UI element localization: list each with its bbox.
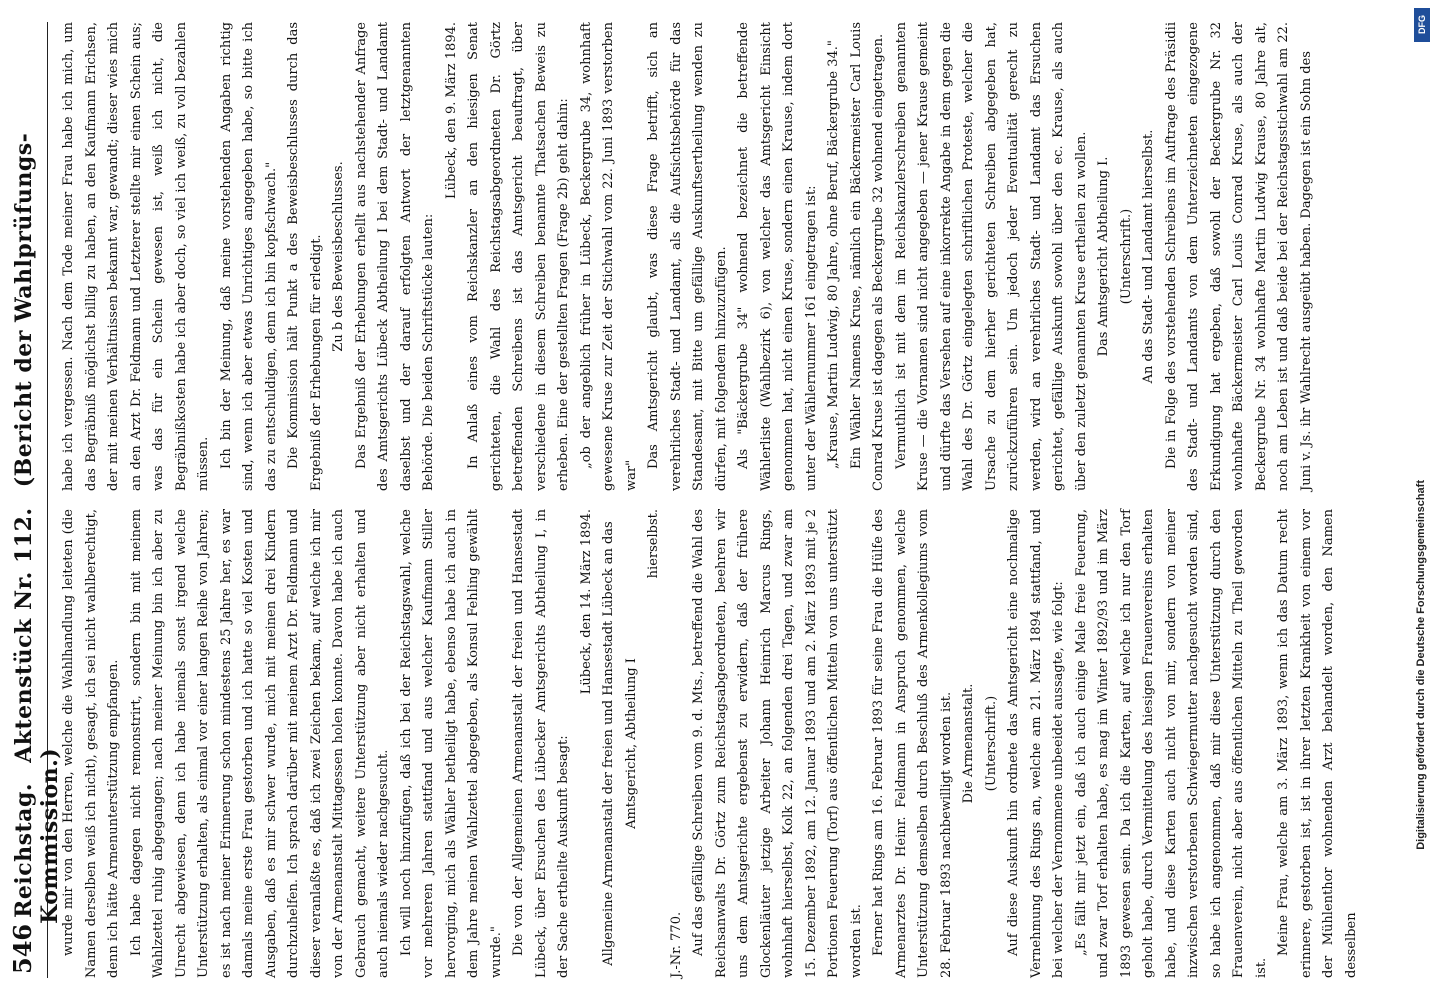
- dfg-credit: Digitalisierung gefördert durch die Deutsche Forschungsgemeinschaft: [1415, 480, 1427, 850]
- quotation: „Krause, Martin Ludwig, 80 Jahre, ohne Beruf, Bäckergrube 34.": [826, 40, 841, 469]
- paragraph: Ich habe dagegen nicht remonstrirt, sondern bin mit meinem Wahlzettel ruhig abgegangen; nach meiner Meinung bin ich aber zu Unrecht abgewiesen, denn ich habe niemals sonst irgend welche Unterstützung erhalten, als einmal vor einer langen Reihe von Jahren; es ist nach meiner Erinnerung schon mindestens 25 Jahre her, es war damals meine erste Frau gestorben und ich hatte so viel Kosten und Ausgaben, daß es mir schwer wurde, mich mit meinen drei Kindern durchzuhelfen. Ich sprach darüber mit meinem Arzt Dr. Feldmann und dieser veranlaßte es, daß ich zwei Zeichen bekam, auf welche ich mir von der Armenanstalt Mittagessen holen konnte. Davon habe ich auch Gebrauch gemacht, weitere Unterstützung aber nicht erhalten und auch niemals wieder nachgesucht.: [128, 509, 391, 978]
- paragraph: Auf diese Auskunft hin ordnete das Amtsgericht eine nochmalige Vernehmung des Rings an, welche am 21. März 1894 stattfand, und bei welcher der Vernommene unbeeidet aussagte, wie folgt:: [1006, 509, 1066, 978]
- quotation: „ob der angeblich früher in Lübeck, Beckergrube 34, wohnhaft gewesene Kruse zur Zeit der Stichwahl vom 22. Juni 1893 verstorben war": [578, 22, 639, 491]
- letter-place: hierselbst.: [646, 509, 661, 579]
- paragraph: Das Ergebniß der Erhebungen erhellt aus nachstehender Anfrage des Amtsgerichts Lübeck Abtheilung I bei dem Stadt- und Landamt daselbst und der darauf erfolgten Antwort der letztgenannten Behörde. Die beiden Schriftstücke lauten:: [353, 22, 436, 491]
- right-column: [58, 22, 1328, 491]
- signature: (Unterschrift.): [983, 695, 999, 792]
- header-title: [11, 26, 63, 924]
- signatory: Die Armenanstalt.: [961, 683, 976, 804]
- paragraph: Das Amtsgericht glaubt, was diese Frage betrifft, sich an verehrliches Stadt- und Landamt, als die Aufsichtsbehörde für das Standesamt, mit Bitte um gefällige Auskunftsertheilung wenden zu dürfen, mit folgendem hinzuzufügen.: [646, 22, 729, 491]
- addressee: An das Stadt- und Landamt hierselbst.: [1141, 129, 1156, 384]
- header-right: (Bericht der Wahlprüfungs-Kommission.): [11, 132, 63, 924]
- paragraph: In Anlaß eines vom Reichskanzler an den hiesigen Senat gerichteten, die Wahl des Reichstagsabgeordneten Dr. Görtz betreffenden Schreibens ist das Amtsgericht beauftragt, über verschiedene in diesem Schreiben benannte Thatsachen Beweis zu erheben. Eine der gestellten Fragen (Frage 2b) geht dahin:: [466, 22, 571, 491]
- paragraph: Als "Bäckergrube 34" wohnend bezeichnet die betreffende Wählerliste (Wahlbezirk 6), von welcher das Amtsgericht Einsicht genommen hat, nicht einen Kruse, sondern einen Krause, indem dort unter der Wählernummer 161 eingetragen ist:: [736, 22, 819, 491]
- page-number: 546: [8, 923, 37, 974]
- section-heading: Zu b des Beweisbeschlusses.: [331, 161, 346, 352]
- paragraph: habe ich vergessen. Nach dem Tode meiner Frau habe ich mich, um das Begräbniß möglichst billig zu haben, an den Kaufmann Erichsen, der mit meinen Verhältnissen bekannt war, gewandt; dieser wies mich an den Arzt Dr. Feldmann und Letzterer stellte mir einen Schein aus; was das für ein Schein gewesen ist, weiß ich nicht, die Begräbnißkosten habe ich aber doch, so viel ich weiß, zu voll bezahlen müssen.: [61, 22, 211, 491]
- paragraph: wurde mir von den Herren, welche die Wahlhandlung leiteten (die Namen derselben weiß ich nicht), gesagt, ich sei nicht wahlberechtigt, denn ich hätte Armenunterstützung empfangen.: [61, 509, 121, 978]
- paragraph: Meine Frau, welche am 3. März 1893, wenn ich das Datum recht erinnere, gestorben ist, ist in ihrer letzten Krankheit von einem vor der Mühlenthor wohnenden Arzt behandelt worden, den Namen desselben: [1276, 509, 1359, 978]
- text-columns: [48, 22, 1359, 978]
- header-left: Reichstag.: [11, 783, 37, 918]
- paragraph: Ferner hat Rings am 16. Februar 1893 für seine Frau die Hülfe des Armenarztes Dr. Heinr. Feldmann in Anspruch genommen, welche Unterstützung demselben durch Beschluß des Armenkollegiums vom 28. Februar 1893 nachbewilligt worden ist.: [871, 509, 954, 978]
- dfg-sidebar: [1412, 0, 1432, 1000]
- paragraph: Ich will noch hinzufügen, daß ich bei der Reichstagswahl, welche vor mehreren Jahren stattfand und aus welcher Kaufmann Stiller hervorging, mich als Wähler betheiligt habe, ebenso habe ich auch in dem Jahre meinen Wahlzettel abgegeben, als Konsul Fehling gewählt wurde.": [398, 509, 504, 978]
- running-header: [8, 22, 63, 978]
- dateline: Lübeck, den 14. März 1894.: [578, 509, 594, 695]
- paragraph: Die in Folge des vorstehenden Schreibens im Auftrage des Präsidii des Stadt- und Landamts von dem Unterzeichneten eingezogene Erkundigung hat ergeben, daß sowohl der Beckergrube Nr. 32 wohnhafte Bäckermeister Carl Louis Conrad Kruse, als auch der Beckergrube Nr. 34 wohnhafte Martin Ludwig Krause, 80 Jahre alt, noch am Leben ist und daß beide bei der Reichstagsstichwahl am 22. Juni v. Js. ihr Wahlrecht ausgeübt haben. Dagegen ist ein Sohn des: [1163, 22, 1314, 491]
- paragraph: „Es fällt mir jetzt ein, daß ich auch einige Male freie Feuerung, und zwar Torf erhalten habe, es mag im Winter 1892/93 und im März 1893 gewesen sein. Da ich die Karten, auf welche ich nur den Torf geholt habe, durch Vermittelung des hiesigen Frauenvereins erhalten habe, und diese Karten auch nicht von mir, sondern von meiner inzwischen verstorbenen Schwiegermutter nachgesucht worden sind, so habe ich angenommen, daß mir diese Unterstützung durch den Frauenverein, nicht aber aus öffentlichen Mitteln zu Theil geworden ist.: [1073, 509, 1269, 978]
- journal-number: J.-Nr. 770.: [668, 911, 684, 978]
- paragraph: Die Kommission hält Punkt a des Beweisbeschlusses durch das Ergebniß der Erhebungen für erledigt.: [286, 22, 324, 491]
- signature: (Unterschrift.): [1118, 208, 1134, 305]
- signatory: Das Amtsgericht Abtheilung I.: [1096, 156, 1111, 357]
- left-column: [58, 509, 1359, 978]
- paragraph: Vermuthlich ist mit dem im Reichskanzlerschreiben genannten Kruse — die Vornamen sind nicht angegeben — jener Krause gemeint und dürfte das Versehen auf eine inkorrekte Angabe in dem gegen die Wahl des Dr. Görtz eingelegten schriftlichen Proteste, welcher die Ursache zu dem hierher gerichteten Schreiben abgegeben hat, zurückzuführen sein. Um jedoch jeder Eventualität gerecht zu werden, wird an verehrliches Stadt- und Landamt das Ersuchen gerichtet, gefällige Auskunft sowohl über den ec. Krause, als auch über den zuletzt genannten Kruse ertheilen zu wollen.: [893, 22, 1089, 491]
- letter-heading: Allgemeine Armenanstalt der freien und Hansestadt Lübeck an das Amtsgericht, Abtheilung I: [601, 521, 639, 966]
- header-middle: Aktenstück Nr. 112.: [11, 507, 37, 763]
- paragraph: Ich bin der Meinung, daß meine vorstehenden Angaben richtig sind, wenn ich aber etwas Unrichtiges angegeben habe, so bitte ich das zu entschuldigen, denn ich bin kopfschwach.": [218, 22, 279, 491]
- paragraph: Ein Wähler Namens Kruse, nämlich ein Bäckermeister Carl Louis Conrad Kruse ist dagegen als Beckergrube 32 wohnend eingetragen.: [848, 22, 886, 491]
- dfg-logo-icon: DFG: [1414, 8, 1430, 42]
- paragraph: Die von der Allgemeinen Armenanstalt der freien und Hansestadt Lübeck, über Ersuchen des Lübecker Amtsgerichts Abtheilung I, in der Sache ertheilte Auskunft besagt:: [511, 509, 571, 978]
- paragraph: Auf das gefällige Schreiben vom 9. d. Mts., betreffend die Wahl des Reichsanwalts Dr. Görtz zum Reichstagsabgeordneten, beehren wir uns dem Amtsgerichte ergebenst zu erwidern, daß der frühere Glockenläuter jetzige Arbeiter Johann Heinrich Marcus Rings, wohnhaft hierselbst, Kolk 22, an folgenden drei Tagen, und zwar am 15. Dezember 1892, am 12. Januar 1893 und am 2. März 1893 mit je 2 Portionen Feuerung (Torf) aus öffentlichen Mitteln von uns unterstützt worden ist.: [691, 509, 864, 978]
- dateline: Lübeck, den 9. März 1894.: [443, 22, 459, 199]
